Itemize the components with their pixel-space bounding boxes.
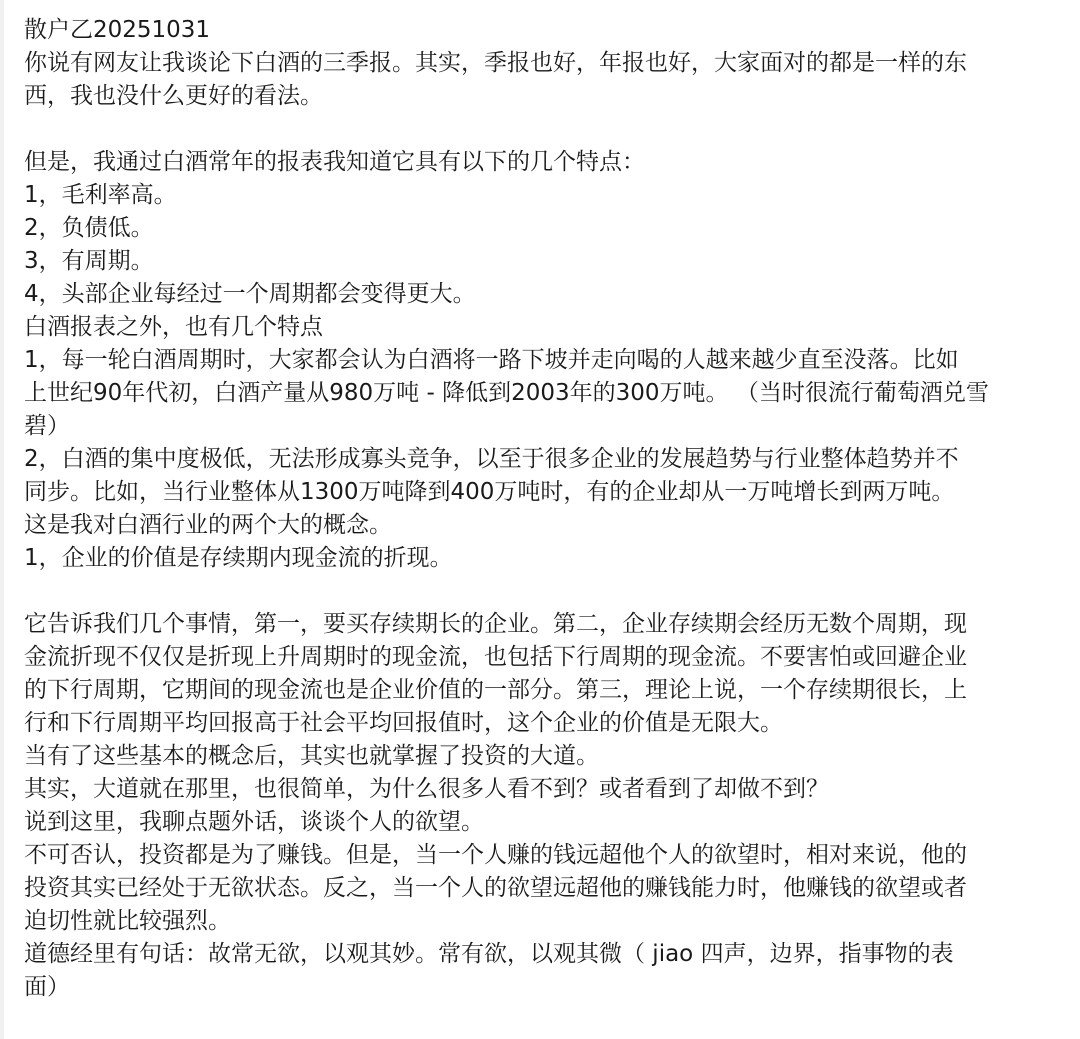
text-line: 2，白酒的集中度极低，无法形成寡头竞争，以至于很多企业的发展趋势与行业整体趋势并不 bbox=[24, 446, 959, 472]
text-line: 道德经里有句话：故常无欲，以观其妙。常有欲，以观其微（ jiao 四声，边界，指事物的表 bbox=[24, 941, 954, 967]
text-line: 不可否认，投资都是为了赚钱。但是，当一个人赚的钱远超他个人的欲望时，相对来说，他的 bbox=[24, 842, 967, 868]
note-body bbox=[24, 14, 1056, 1004]
text-line: 西，我也没什么更好的看法。 bbox=[24, 83, 323, 109]
text-line: 1，毛利率高。 bbox=[24, 182, 177, 208]
text-line: 1，企业的价值是存续期内现金流的折现。 bbox=[24, 545, 453, 571]
text-line: 你说有网友让我谈论下白酒的三季报。其实，季报也好，年报也好，大家面对的都是一样的东 bbox=[24, 50, 967, 76]
text-line: 投资其实已经处于无欲状态。反之，当一个人的欲望远超他的赚钱能力时，他赚钱的欲望或者 bbox=[24, 875, 967, 901]
text-line: 的下行周期，它期间的现金流也是企业价值的一部分。第三，理论上说，一个存续期很长，上 bbox=[24, 677, 967, 703]
text-line: 2，负债低。 bbox=[24, 215, 154, 241]
text-line: 它告诉我们几个事情，第一，要买存续期长的企业。第二，企业存续期会经历无数个周期，现 bbox=[24, 611, 967, 637]
text-line: 迫切性就比较强烈。 bbox=[24, 908, 231, 934]
text-line: 3，有周期。 bbox=[24, 248, 154, 274]
text-line: 其实，大道就在那里，也很简单，为什么很多人看不到？或者看到了却做不到？ bbox=[24, 776, 829, 802]
blank-line bbox=[24, 575, 1056, 608]
text-line: 上世纪90年代初，白酒产量从980万吨 - 降低到2003年的300万吨。 （当时很流行葡萄酒兑雪 bbox=[24, 380, 989, 406]
text-line: 白酒报表之外，也有几个特点 bbox=[24, 314, 323, 340]
blank-line bbox=[24, 113, 1056, 146]
text-line: 同步。比如，当行业整体从1300万吨降到400万吨时，有的企业却从一万吨增长到两万吨。 bbox=[24, 479, 955, 505]
left-border bbox=[0, 0, 4, 1039]
text-line: 1，每一轮白酒周期时，大家都会认为白酒将一路下坡并走向喝的人越来越少直至没落。比如 bbox=[24, 347, 959, 373]
text-line: 面） bbox=[24, 974, 70, 1000]
text-line: 碧） bbox=[24, 413, 70, 439]
text-line: 但是，我通过白酒常年的报表我知道它具有以下的几个特点： bbox=[24, 149, 645, 175]
note-title: 散户乙20251031 bbox=[24, 17, 211, 43]
text-line: 这是我对白酒行业的两个大的概念。 bbox=[24, 512, 392, 538]
text-line: 行和下行周期平均回报高于社会平均回报值时，这个企业的价值是无限大。 bbox=[24, 710, 783, 736]
text-line: 4，头部企业每经过一个周期都会变得更大。 bbox=[24, 281, 476, 307]
text-line: 说到这里，我聊点题外话，谈谈个人的欲望。 bbox=[24, 809, 484, 835]
text-line: 金流折现不仅仅是折现上升周期时的现金流，也包括下行周期的现金流。不要害怕或回避企业 bbox=[24, 644, 967, 670]
note-text bbox=[24, 47, 1056, 1004]
text-line: 当有了这些基本的概念后，其实也就掌握了投资的大道。 bbox=[24, 743, 599, 769]
